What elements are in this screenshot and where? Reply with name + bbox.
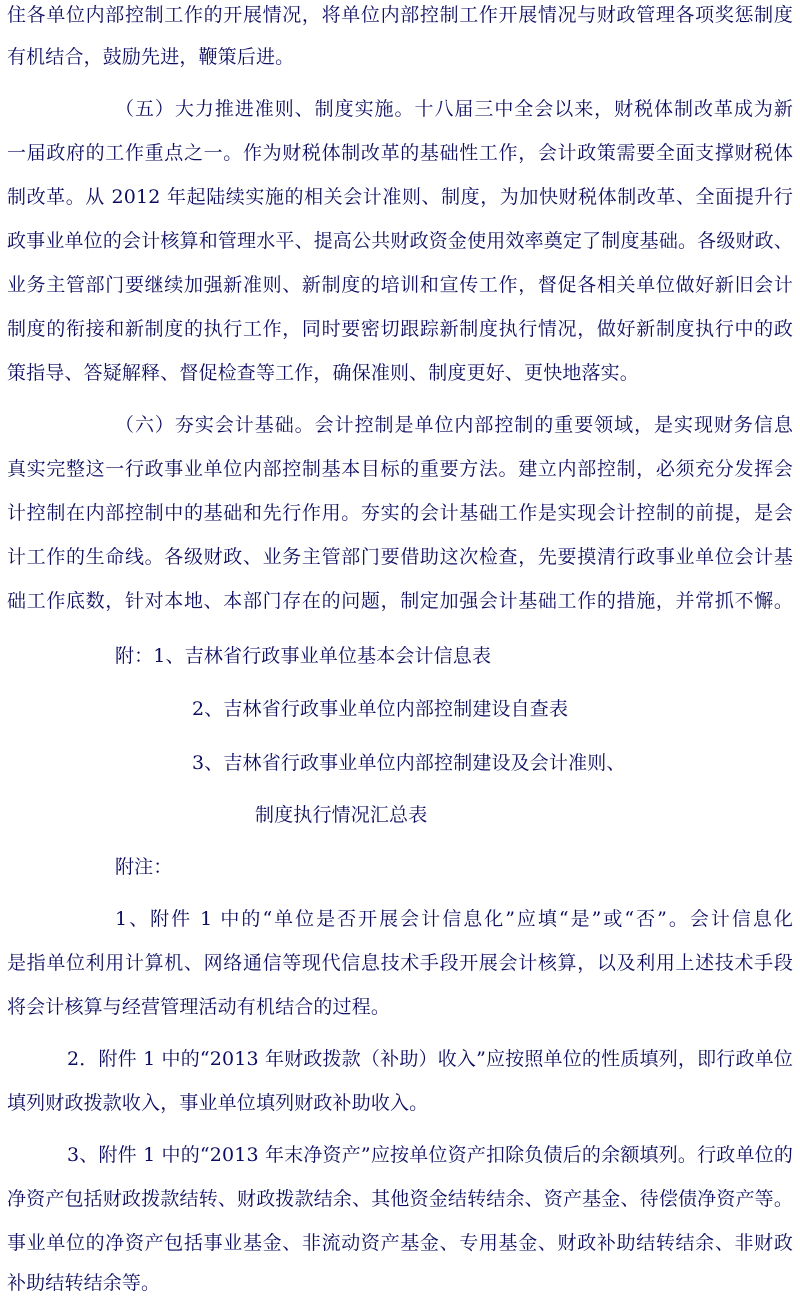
text-line: 一届政府的工作重点之一。作为财税体制改革的基础性工作，会计政策需要全面支撑财税体: [7, 142, 793, 164]
note-2: 2．附件 1 中的“2013 年财政拨款（补助）收入”应按照单位的性质填列，即行政单位: [67, 1048, 793, 1070]
text-line: 策指导、答疑解释、督促检查等工作，确保准则、制度更好、更快地落实。: [7, 362, 639, 384]
text-line: 将会计核算与经营管理活动有机结合的过程。: [7, 996, 391, 1018]
text-line: 业务主管部门要继续加强新准则、新制度的培训和宣传工作，督促各相关单位做好新旧会计: [7, 274, 793, 296]
attachment-item-3-continued: 制度执行情况汇总表: [255, 804, 428, 826]
text-line: 计工作的生命线。各级财政、业务主管部门要借助这次检查，先要摸清行政事业单位会计基: [7, 546, 793, 568]
section-heading-5: （五）大力推进准则、制度实施。十八届三中全会以来，财税体制改革成为新: [115, 98, 793, 120]
note-3: 3、附件 1 中的“2013 年末净资产”应按单位资产扣除负债后的余额填列。行政单位的: [67, 1144, 793, 1166]
attachment-item-3: 3、吉林省行政事业单位内部控制建设及会计准则、: [192, 752, 626, 774]
section-heading-6: （六）夯实会计基础。会计控制是单位内部控制的重要领域，是实现财务信息: [115, 414, 793, 436]
text-line: 净资产包括财政拨款结转、财政拨款结余、其他资金结转结余、资产基金、待偿债净资产等。: [7, 1188, 793, 1210]
text-line: 填列财政拨款收入，事业单位填列财政补助收入。: [7, 1092, 429, 1114]
attachment-item-1: 附：1、吉林省行政事业单位基本会计信息表: [115, 645, 492, 667]
text-line: 补助结转结余等。: [7, 1272, 161, 1294]
text-line: 事业单位的净资产包括事业基金、非流动资产基金、专用基金、财政补助结转结余、非财政: [7, 1232, 793, 1254]
text-line: 是指单位利用计算机、网络通信等现代信息技术手段开展会计核算，以及利用上述技术手段: [7, 952, 793, 974]
text-line: 有机结合，鼓励先进，鞭策后进。: [7, 46, 295, 68]
notes-heading: 附注：: [115, 856, 173, 878]
text-line: 础工作底数，针对本地、本部门存在的问题，制定加强会计基础工作的措施，并常抓不懈。: [7, 590, 793, 612]
text-line: 真实完整这一行政事业单位内部控制基本目标的重要方法。建立内部控制，必须充分发挥会: [7, 458, 793, 480]
text-line: 计控制在内部控制中的基础和先行作用。夯实的会计基础工作是实现会计控制的前提，是会: [7, 502, 793, 524]
text-line: 政事业单位的会计核算和管理水平、提高公共财政资金使用效率奠定了制度基础。各级财政、: [7, 230, 793, 252]
note-1: 1、附件 1 中的“单位是否开展会计信息化”应填“是”或“否”。会计信息化: [115, 908, 793, 930]
attachment-item-2: 2、吉林省行政事业单位内部控制建设自查表: [192, 698, 569, 720]
text-line: 制度的衔接和新制度的执行工作，同时要密切跟踪新制度执行情况，做好新制度执行中的政: [7, 318, 793, 340]
text-line: 住各单位内部控制工作的开展情况，将单位内部控制工作开展情况与财政管理各项奖惩制度: [7, 4, 793, 26]
text-line: 制改革。从 2012 年起陆续实施的相关会计准则、制度，为加快财税体制改革、全面提升行: [7, 186, 793, 208]
